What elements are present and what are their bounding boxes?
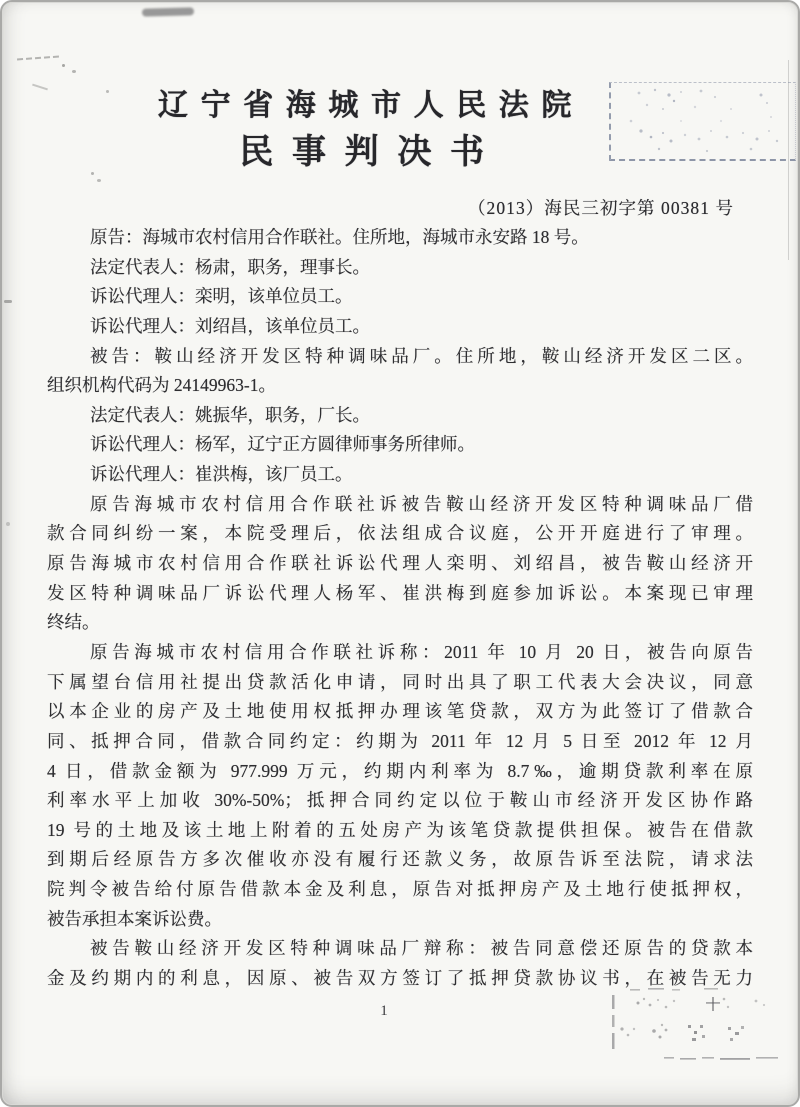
text-line: 被告承担本案诉讼费。 <box>47 908 222 929</box>
faded-ink-stamp <box>608 985 794 1067</box>
text-line: 被告鞍山经济开发区特种调味品厂辩称：被告同意偿还原告的贷款本 <box>90 938 753 959</box>
pencil-scribble <box>17 56 59 61</box>
text-line: 法定代表人：姚振华，职务，厂长。 <box>90 404 370 425</box>
text-line: 原告海城市农村信用合作联社诉称：2011 年 10 月 20 日，被告向原告 <box>90 641 753 662</box>
ink-speck <box>72 70 76 73</box>
stamp-noise <box>611 83 795 159</box>
text-line: 下属望台信用社提出贷款活化申请，同时出具了职工代表大会决议，同意 <box>47 671 753 692</box>
text-line: 发区特种调味品厂诉讼代理人杨军、崔洪梅到庭参加诉讼。本案现已审理 <box>47 582 753 603</box>
page-number: 1 <box>380 1003 388 1019</box>
photocopy-smudge <box>142 7 194 16</box>
judgment-body <box>47 223 753 994</box>
text-line: 原告海城市农村信用合作联社诉被告鞍山经济开发区特种调味品厂借 <box>90 493 753 514</box>
edge-mark <box>6 522 10 526</box>
text-line: 终结。 <box>47 612 100 633</box>
court-name: 辽宁省海城市人民法院 <box>158 89 584 122</box>
text-line: 诉讼代理人：栾明，该单位员工。 <box>90 286 353 307</box>
text-line: 法定代表人：杨肃，职务，理事长。 <box>90 256 370 277</box>
text-line: 19 号的土地及该土地上附着的五处房产为该笔贷款提供担保。被告在借款 <box>47 819 753 840</box>
text-line: 到期后经原告方多次催收亦没有履行还款义务，故原告诉至法院，请求法 <box>47 849 753 870</box>
text-line: 以本企业的房产及土地使用权抵押办理该笔贷款，双方为此签订了借款合 <box>47 701 753 722</box>
case-number: （2013）海民三初字第 00381 号 <box>468 198 734 218</box>
text-line: 利率水平上加收 30%-50%；抵押合同约定以位于鞍山市经济开发区协作路 <box>47 790 753 811</box>
text-line: 诉讼代理人：杨军，辽宁正方圆律师事务所律师。 <box>90 434 475 455</box>
text-line: 被告：鞍山经济开发区特种调味品厂。住所地，鞍山经济开发区二区。 <box>90 345 753 366</box>
edge-mark <box>4 300 12 303</box>
text-line: 4 日，借款金额为 977.999 万元，约期内利率为 8.7‰，逾期贷款利率在原 <box>47 760 753 781</box>
text-line: 金及约期内的利息，因原、被告双方签订了抵押贷款协议书，在被告无力 <box>47 968 753 989</box>
text-line: 诉讼代理人：崔洪梅，该厂员工。 <box>90 464 353 485</box>
stamp-noise <box>608 985 794 1067</box>
text-line: 款合同纠纷一案，本院受理后，依法组成合议庭，公开开庭进行了审理。 <box>47 523 753 544</box>
faded-stamp-box <box>609 82 796 161</box>
text-line: 原告：海城市农村信用合作联社。住所地，海城市永安路 18 号。 <box>90 227 589 247</box>
ink-speck <box>62 64 65 67</box>
text-line: 同、抵押合同，借款合同约定：约期为 2011 年 12 月 5 日至 2012 年 12 月 <box>47 730 753 751</box>
document-type-title: 民事判决书 <box>239 134 503 171</box>
text-line: 原告海城市农村信用合作联社诉讼代理人栾明、刘绍昌，被告鞍山经济开 <box>47 553 753 574</box>
ink-speck <box>97 179 101 182</box>
text-line: 组织机构代码为 24149963-1。 <box>47 375 276 396</box>
text-line: 诉讼代理人：刘绍昌，该单位员工。 <box>90 315 370 336</box>
text-line: 院判令被告给付原告借款本金及利息，原告对抵押房产及土地行使抵押权， <box>47 879 753 900</box>
